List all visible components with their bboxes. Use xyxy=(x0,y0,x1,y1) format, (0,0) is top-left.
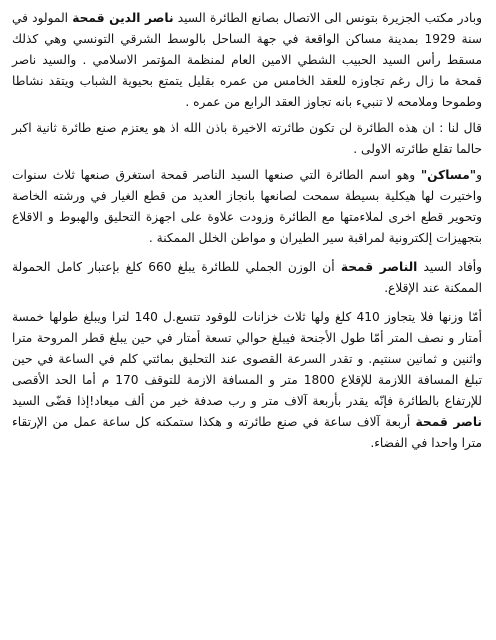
paragraph-quote xyxy=(12,118,482,160)
body-text: وبادر مكتب الجزيرة بتونس الى الاتصال بصانع الطائرة السيد xyxy=(173,11,482,25)
paragraph-intro xyxy=(12,8,482,113)
paragraph-masaken xyxy=(12,165,482,249)
bold-name-text: ناصر قمحة xyxy=(415,415,482,429)
body-text: أن الوزن الجملي للطائرة يبلغ 660 كلغ بإعتبار كامل الحمولة الممكنة عند الإقلاع. xyxy=(12,260,482,295)
body-text: و xyxy=(476,168,482,182)
body-text: قال لنا : ان هذه الطائرة لن تكون طائرته الاخيرة باذن الله اذ هو يعتزم صنع طائرة ثانية اكبر حالما تقلع طائرته الاولى . xyxy=(12,121,482,156)
body-text: المولود في سنة 1929 بمدينة مساكن الواقعة في جهة الساحل بالوسط الشرقي التونسي وهي كذلك مسقط رأس السيد الحبيب الشطي الامين العام لمنظمة المؤتمر الاسلامي . والسيد ناصر قمحة ما زال رغم تجاوزه للعقد الخامس من عمره بقليل يتمتع بحيوية الشباب ويتقد نشاطا وطموحا وملامحه لا تنبيء بانه تجاوز العقد الرابع من عمره . xyxy=(12,11,482,109)
body-text: أربعة آلاف ساعة في صنع طائرته و هكذا ستمكنه كل ساعة عمل من الإرتقاء مترا واحدا في الفضاء. xyxy=(12,415,482,450)
bold-name-text: ناصر الدين قمحة xyxy=(72,11,174,25)
body-text: وأفاد السيد xyxy=(417,260,482,274)
bold-name-text: "مساكن" xyxy=(420,168,477,182)
body-text: أمّا وزنها فلا يتجاوز 410 كلغ ولها ثلاث خزانات للوقود تتسع.ل 140 لترا ويبلغ طولها خمسة أمتار و نصف المتر أمّا طول الأجنحة فيبلغ حوالي تسعة أمتار في حين يبلغ قطر المروحة مترا واثنين و ثمانين سنتيم. و تقدر السرعة القصوى عند التحليق بمائتي كلم في الساعة في حين تبلغ المسافة اللازمة للإقلاع 1800 متر و المسافة الازمة للتوقف 170 م أما الحد الأقصى للإرتفاع بالطائرة فإنّه يقدر بأربعة آلاف متر و رب صدفة خير من ألف ميعاد!إذا قضّى السيد xyxy=(12,310,482,408)
bold-name-text: الناصر قمحة xyxy=(340,260,418,274)
paragraph-weight xyxy=(12,257,482,299)
body-text: وهو اسم الطائرة التي صنعها السيد الناصر قمحة استغرق صنعها ثلاث سنوات واختيرت لها هيكلية بسيطة سمحت لصانعها بانجاز العديد من قطع الغيار في ورشته الخاصة وتحوير قطع اخرى لملاءمتها مع الطائرة وزودت علاوة على اجهزة التحليق والهبوط و الاقلاع بتجهيزات إلكترونية لمراقبة سير الطيران و مواطن الخلل الممكنة . xyxy=(12,168,482,245)
paragraph-specs xyxy=(12,307,482,454)
